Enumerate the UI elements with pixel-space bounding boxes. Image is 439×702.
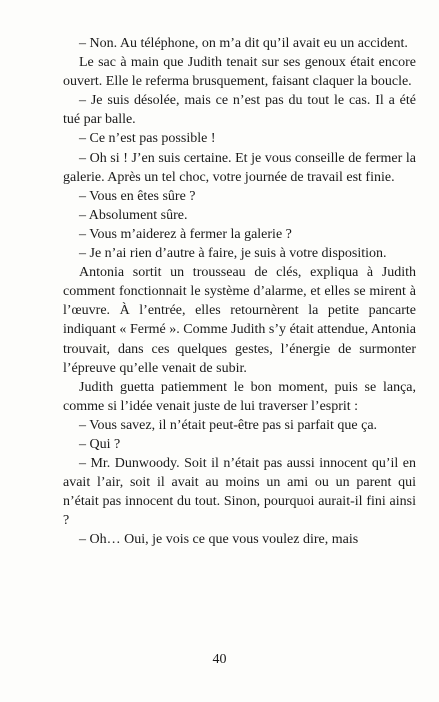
- paragraph: – Ce n’est pas possible !: [79, 131, 216, 147]
- paragraph: – Je suis désolée, mais ce n’est pas du tout le cas. Il a été tué par balle.: [63, 93, 416, 128]
- paragraph: – Non. Au téléphone, on m’a dit qu’il avait eu un accident.: [79, 36, 408, 51]
- page-number: 40: [212, 652, 227, 667]
- paragraph: – Qui ?: [79, 436, 121, 452]
- paragraph: – Oh… Oui, je vois ce que vous voulez dire, mais: [79, 532, 359, 548]
- paragraph: Antonia sortit un trousseau de clés, expliqua à Judith comment fonctionnait le système d’alarme, et elles se mirent à l’œuvre. À l’entrée, elles retournèrent la petite pancarte indiquant « Fermé ». Comme Judith s’y était attendue, Antonia trouvait, dans ces quelques gestes, l’énergie de surmonter l’épreuve qu’elle venait de subir.: [63, 265, 416, 376]
- paragraph: – Mr. Dunwoody. Soit il n’était pas aussi innocent qu’il en avait l’air, soit il avait au moins un ami ou un parent qui n’était pas innocent du tout. Sinon, pourquoi aurait-il fini ainsi ?: [63, 456, 416, 529]
- paragraph: – Vous en êtes sûre ?: [79, 188, 196, 204]
- paragraph: – Vous savez, il n’était peut-être pas si parfait que ça.: [79, 417, 378, 433]
- paragraph: Le sac à main que Judith tenait sur ses genoux était encore ouvert. Elle le referma brusquement, faisant claquer la boucle.: [63, 55, 416, 90]
- paragraph: – Absolument sûre.: [79, 207, 188, 223]
- paragraph: – Vous m’aiderez à fermer la galerie ?: [79, 226, 292, 242]
- body-text: [63, 34, 416, 550]
- paragraph: – Oh si ! J’en suis certaine. Et je vous conseille de fermer la galerie. Après un tel choc, votre journée de travail est finie.: [63, 150, 416, 185]
- paragraph: Judith guetta patiemment le bon moment, puis se lança, comme si l’idée venait juste de lui traverser l’esprit :: [63, 379, 416, 414]
- paragraph: – Je n’ai rien d’autre à faire, je suis à votre disposition.: [79, 246, 387, 262]
